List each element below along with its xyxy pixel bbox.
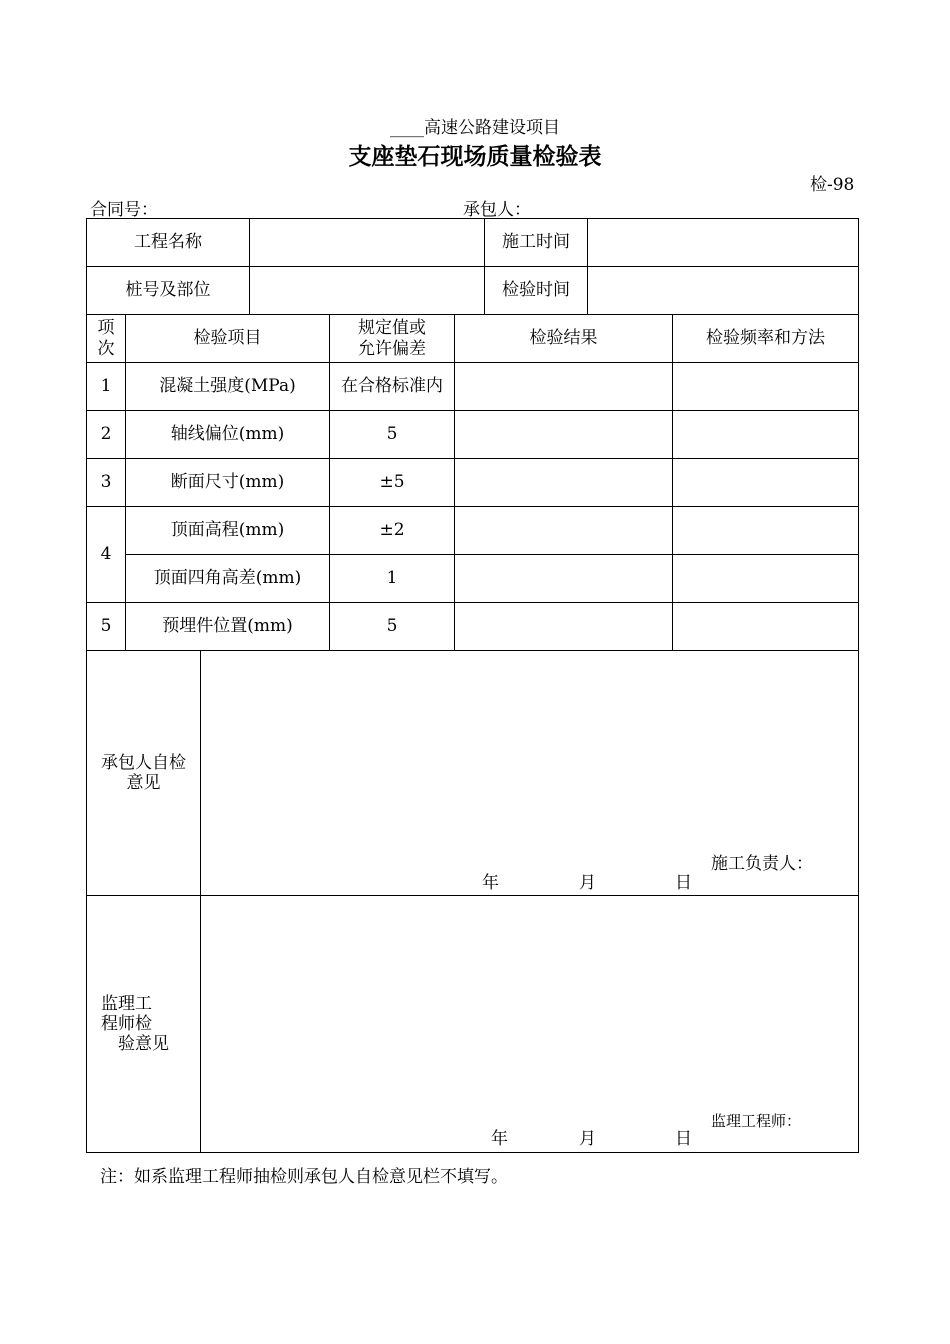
row-item: 断面尺寸(mm)	[126, 459, 330, 507]
table-row	[87, 363, 859, 411]
station-label: 桩号及部位	[87, 267, 250, 315]
row-result-cell[interactable]	[455, 411, 673, 459]
row-method-cell[interactable]	[673, 411, 859, 459]
row-no: 2	[87, 411, 126, 459]
table-row	[87, 507, 859, 555]
inspection-table	[86, 218, 859, 1153]
row-result-cell[interactable]	[455, 507, 673, 555]
header-result: 检验结果	[455, 315, 673, 363]
header-no-line2: 次	[97, 338, 115, 359]
table-row	[87, 411, 859, 459]
header-no-line1: 项	[97, 318, 115, 339]
footer-note: 注：如系监理工程师抽检则承包人自检意见栏不填写。	[100, 1167, 508, 1187]
supervisor-opinion-label-line2: 程师检	[101, 1014, 152, 1034]
row-method-cell[interactable]	[673, 459, 859, 507]
construction-time-label: 施工时间	[485, 219, 588, 267]
row-item: 轴线偏位(mm)	[126, 411, 330, 459]
supervisor-month-label: 月	[579, 1129, 596, 1149]
project-name-value[interactable]	[250, 219, 485, 267]
row-method-cell[interactable]	[673, 555, 859, 603]
contractor-month-label: 月	[579, 873, 596, 893]
supervisor-day-label: 日	[675, 1129, 692, 1149]
table-row	[87, 459, 859, 507]
info-row-2	[87, 267, 859, 315]
contractor-signer-label: 施工负责人：	[711, 854, 813, 874]
row-spec: ±2	[330, 507, 455, 555]
supervisor-opinion-field[interactable]	[201, 896, 859, 1153]
row-method-cell[interactable]	[673, 363, 859, 411]
station-value[interactable]	[250, 267, 485, 315]
contract-number-label: 合同号：	[90, 200, 158, 220]
row-item: 顶面四角高差(mm)	[126, 555, 330, 603]
supervisor-opinion-label-line3: 验意见	[118, 1034, 169, 1054]
column-header-row	[87, 315, 859, 363]
header-spec	[330, 315, 455, 363]
header-item: 检验项目	[126, 315, 330, 363]
construction-time-value[interactable]	[588, 219, 859, 267]
supervisor-opinion-row	[87, 896, 859, 1153]
row-no: 5	[87, 603, 126, 651]
row-spec: 5	[330, 411, 455, 459]
table-row	[87, 603, 859, 651]
contractor-label: 承包人：	[463, 200, 531, 220]
info-row-1	[87, 219, 859, 267]
row-spec: 在合格标准内	[330, 363, 455, 411]
row-no: 4	[87, 507, 126, 603]
supervisor-opinion-label-line1: 监理工	[101, 994, 152, 1014]
row-result-cell[interactable]	[455, 603, 673, 651]
table-row	[87, 555, 859, 603]
project-subtitle: ____高速公路建设项目	[390, 118, 560, 138]
row-result-cell[interactable]	[455, 363, 673, 411]
row-no: 1	[87, 363, 126, 411]
contractor-opinion-row	[87, 651, 859, 896]
supervisor-opinion-label	[87, 896, 201, 1153]
row-method-cell[interactable]	[673, 603, 859, 651]
form-number: 检-98	[810, 175, 855, 195]
row-spec: 1	[330, 555, 455, 603]
supervisor-year-label: 年	[491, 1129, 508, 1149]
contractor-day-label: 日	[675, 873, 692, 893]
contractor-opinion-label-line1: 承包人自检	[101, 753, 186, 773]
row-item: 预埋件位置(mm)	[126, 603, 330, 651]
row-spec: ±5	[330, 459, 455, 507]
inspection-time-value[interactable]	[588, 267, 859, 315]
supervisor-signer-label: 监理工程师：	[711, 1112, 802, 1130]
project-name-label: 工程名称	[87, 219, 250, 267]
contractor-opinion-label-line2: 意见	[126, 773, 161, 793]
inspection-time-label: 检验时间	[485, 267, 588, 315]
row-item: 混凝土强度(MPa)	[126, 363, 330, 411]
row-result-cell[interactable]	[455, 555, 673, 603]
form-title: 支座垫石现场质量检验表	[348, 143, 602, 170]
row-method-cell[interactable]	[673, 507, 859, 555]
row-item: 顶面高程(mm)	[126, 507, 330, 555]
row-result-cell[interactable]	[455, 459, 673, 507]
contractor-year-label: 年	[482, 873, 499, 893]
header-spec-line2: 允许偏差	[358, 338, 426, 359]
row-spec: 5	[330, 603, 455, 651]
contractor-opinion-field[interactable]	[201, 651, 859, 896]
row-no: 3	[87, 459, 126, 507]
header-no	[87, 315, 126, 363]
header-method: 检验频率和方法	[673, 315, 859, 363]
contractor-opinion-label	[87, 651, 201, 896]
header-spec-line1: 规定值或	[358, 318, 426, 339]
